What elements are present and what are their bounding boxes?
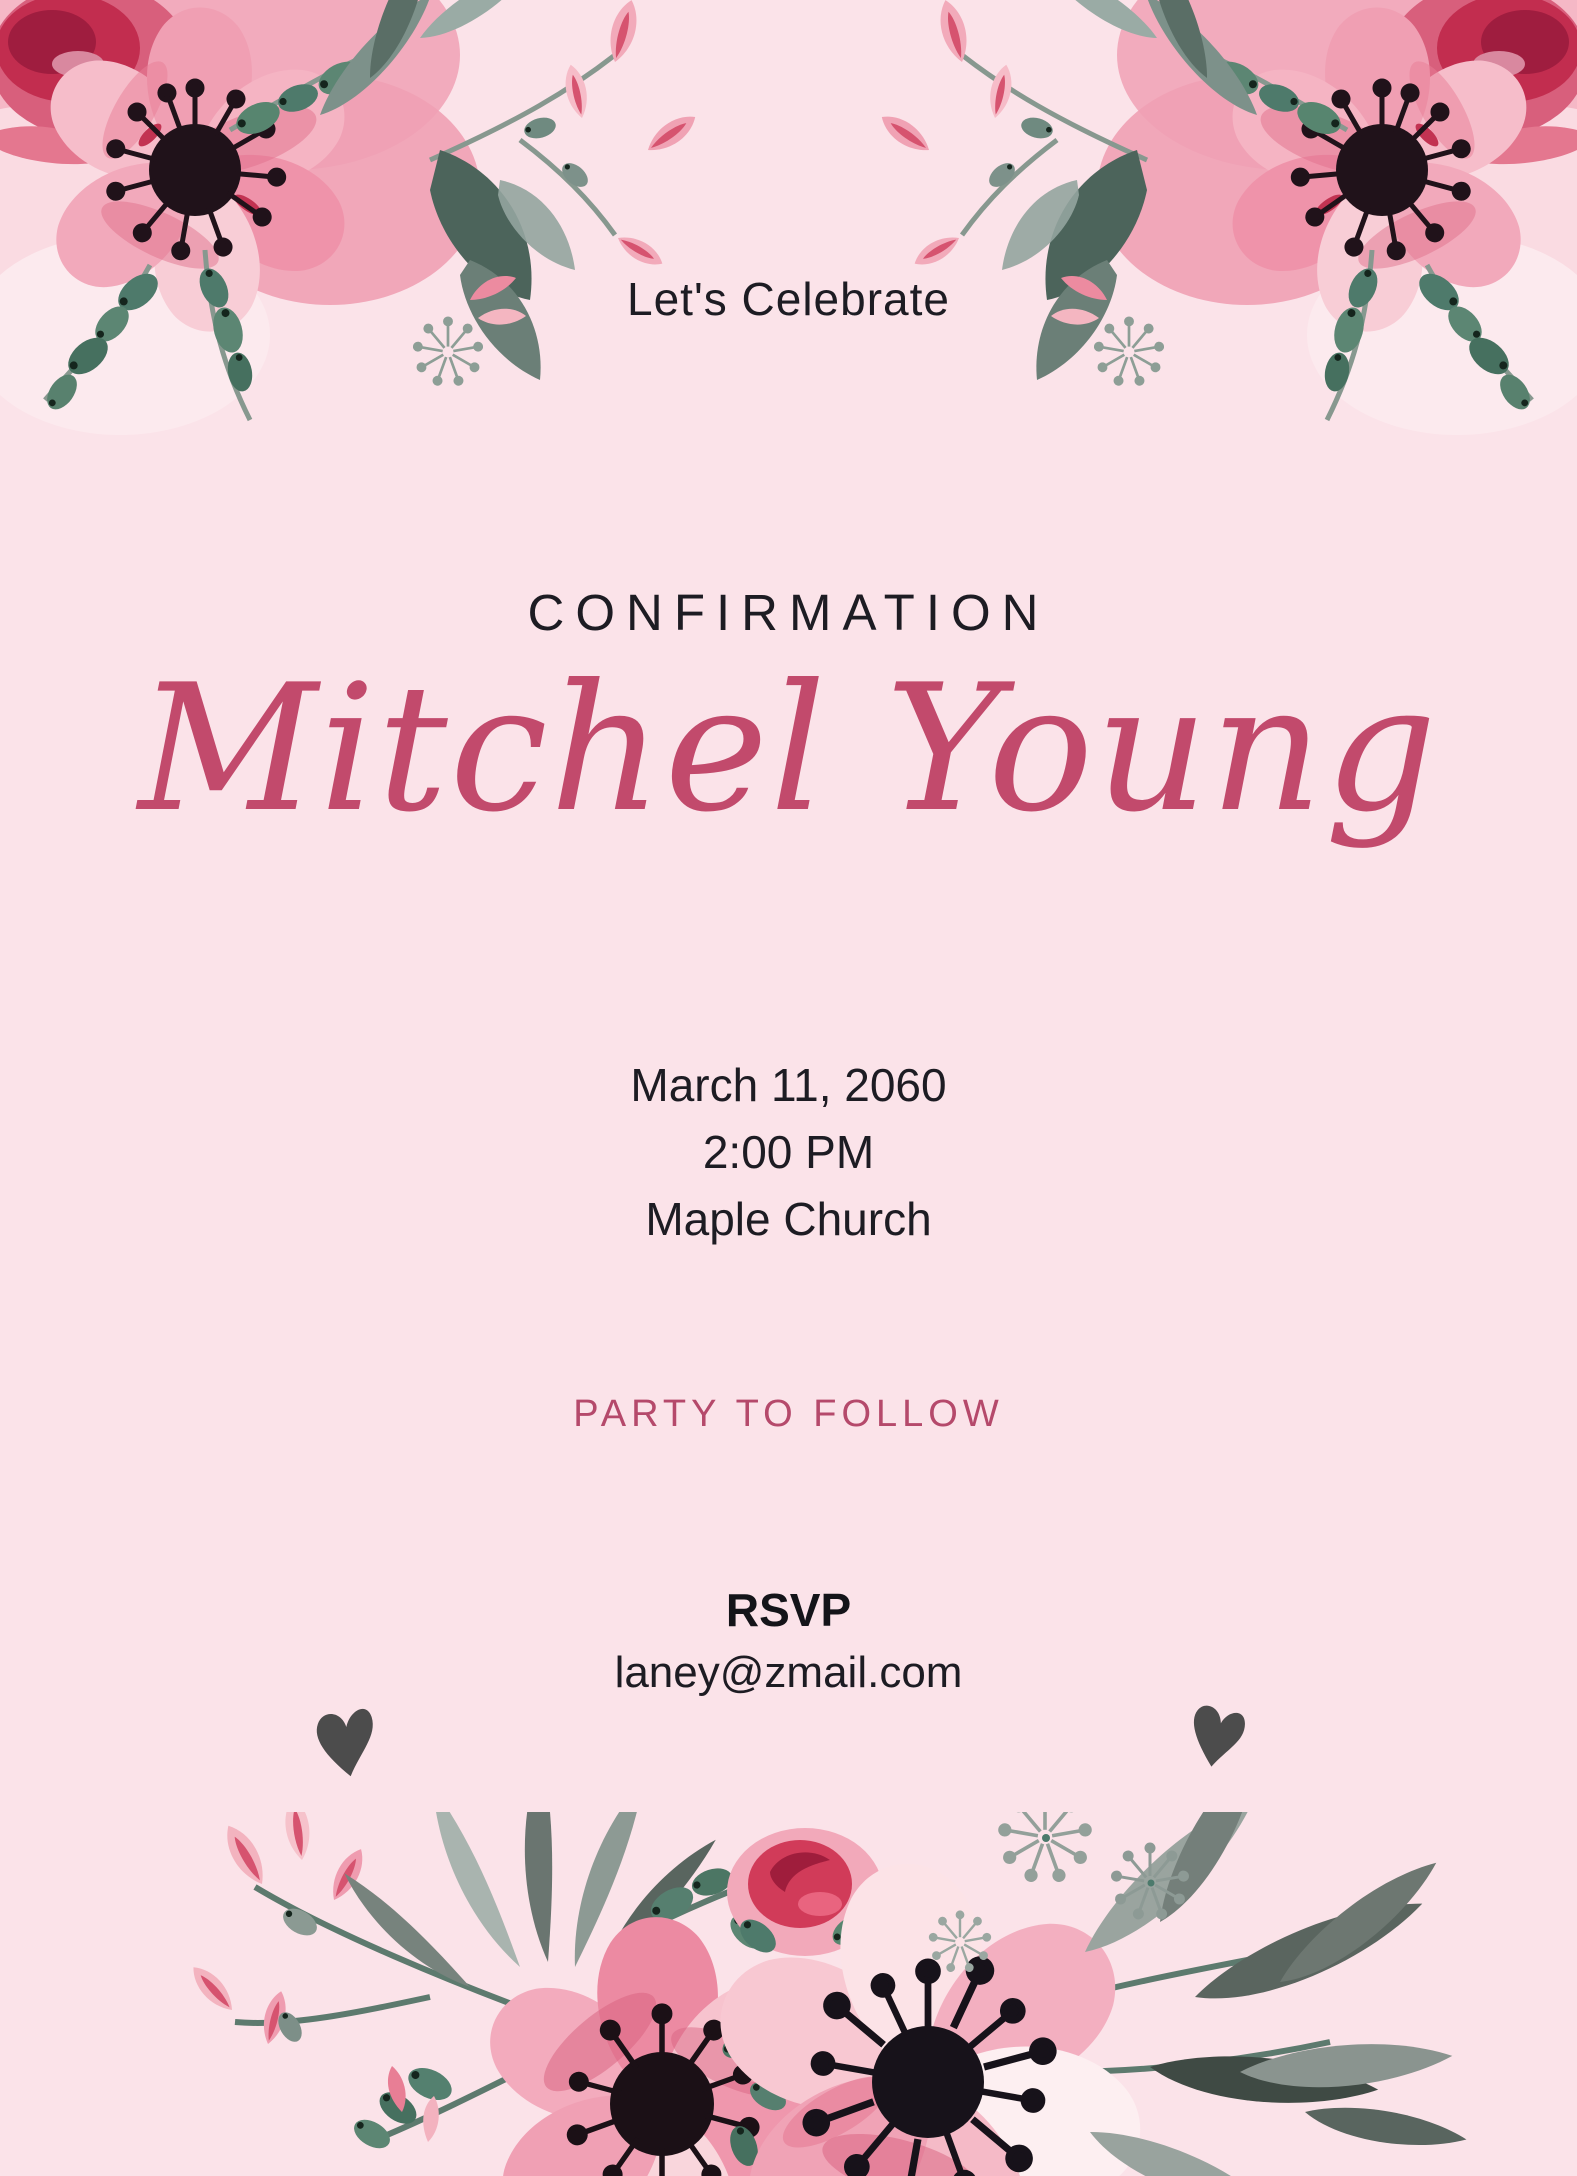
rsvp-email: laney@zmail.com	[614, 1648, 963, 1697]
event-time: 2:00 PM	[702, 1126, 875, 1178]
floral-top-right	[876, 0, 1577, 435]
heart-icon	[308, 1700, 398, 1800]
tagline: Let's Celebrate	[627, 273, 950, 325]
party-note: PARTY TO FOLLOW	[573, 1393, 1004, 1435]
heart-icon	[1180, 1698, 1270, 1798]
rsvp-label: RSVP	[725, 1584, 852, 1636]
event-title: CONFIRMATION	[527, 584, 1050, 641]
floral-top-border-illustration	[0, 0, 1577, 450]
event-date: March 11, 2060	[630, 1059, 947, 1111]
floral-top-left	[0, 0, 701, 435]
honoree-name: Mitchel Young	[138, 648, 1439, 851]
event-details	[0, 1052, 1577, 1253]
floral-bottom-bouquet-illustration	[0, 1812, 1577, 2176]
event-venue: Maple Church	[645, 1193, 932, 1245]
